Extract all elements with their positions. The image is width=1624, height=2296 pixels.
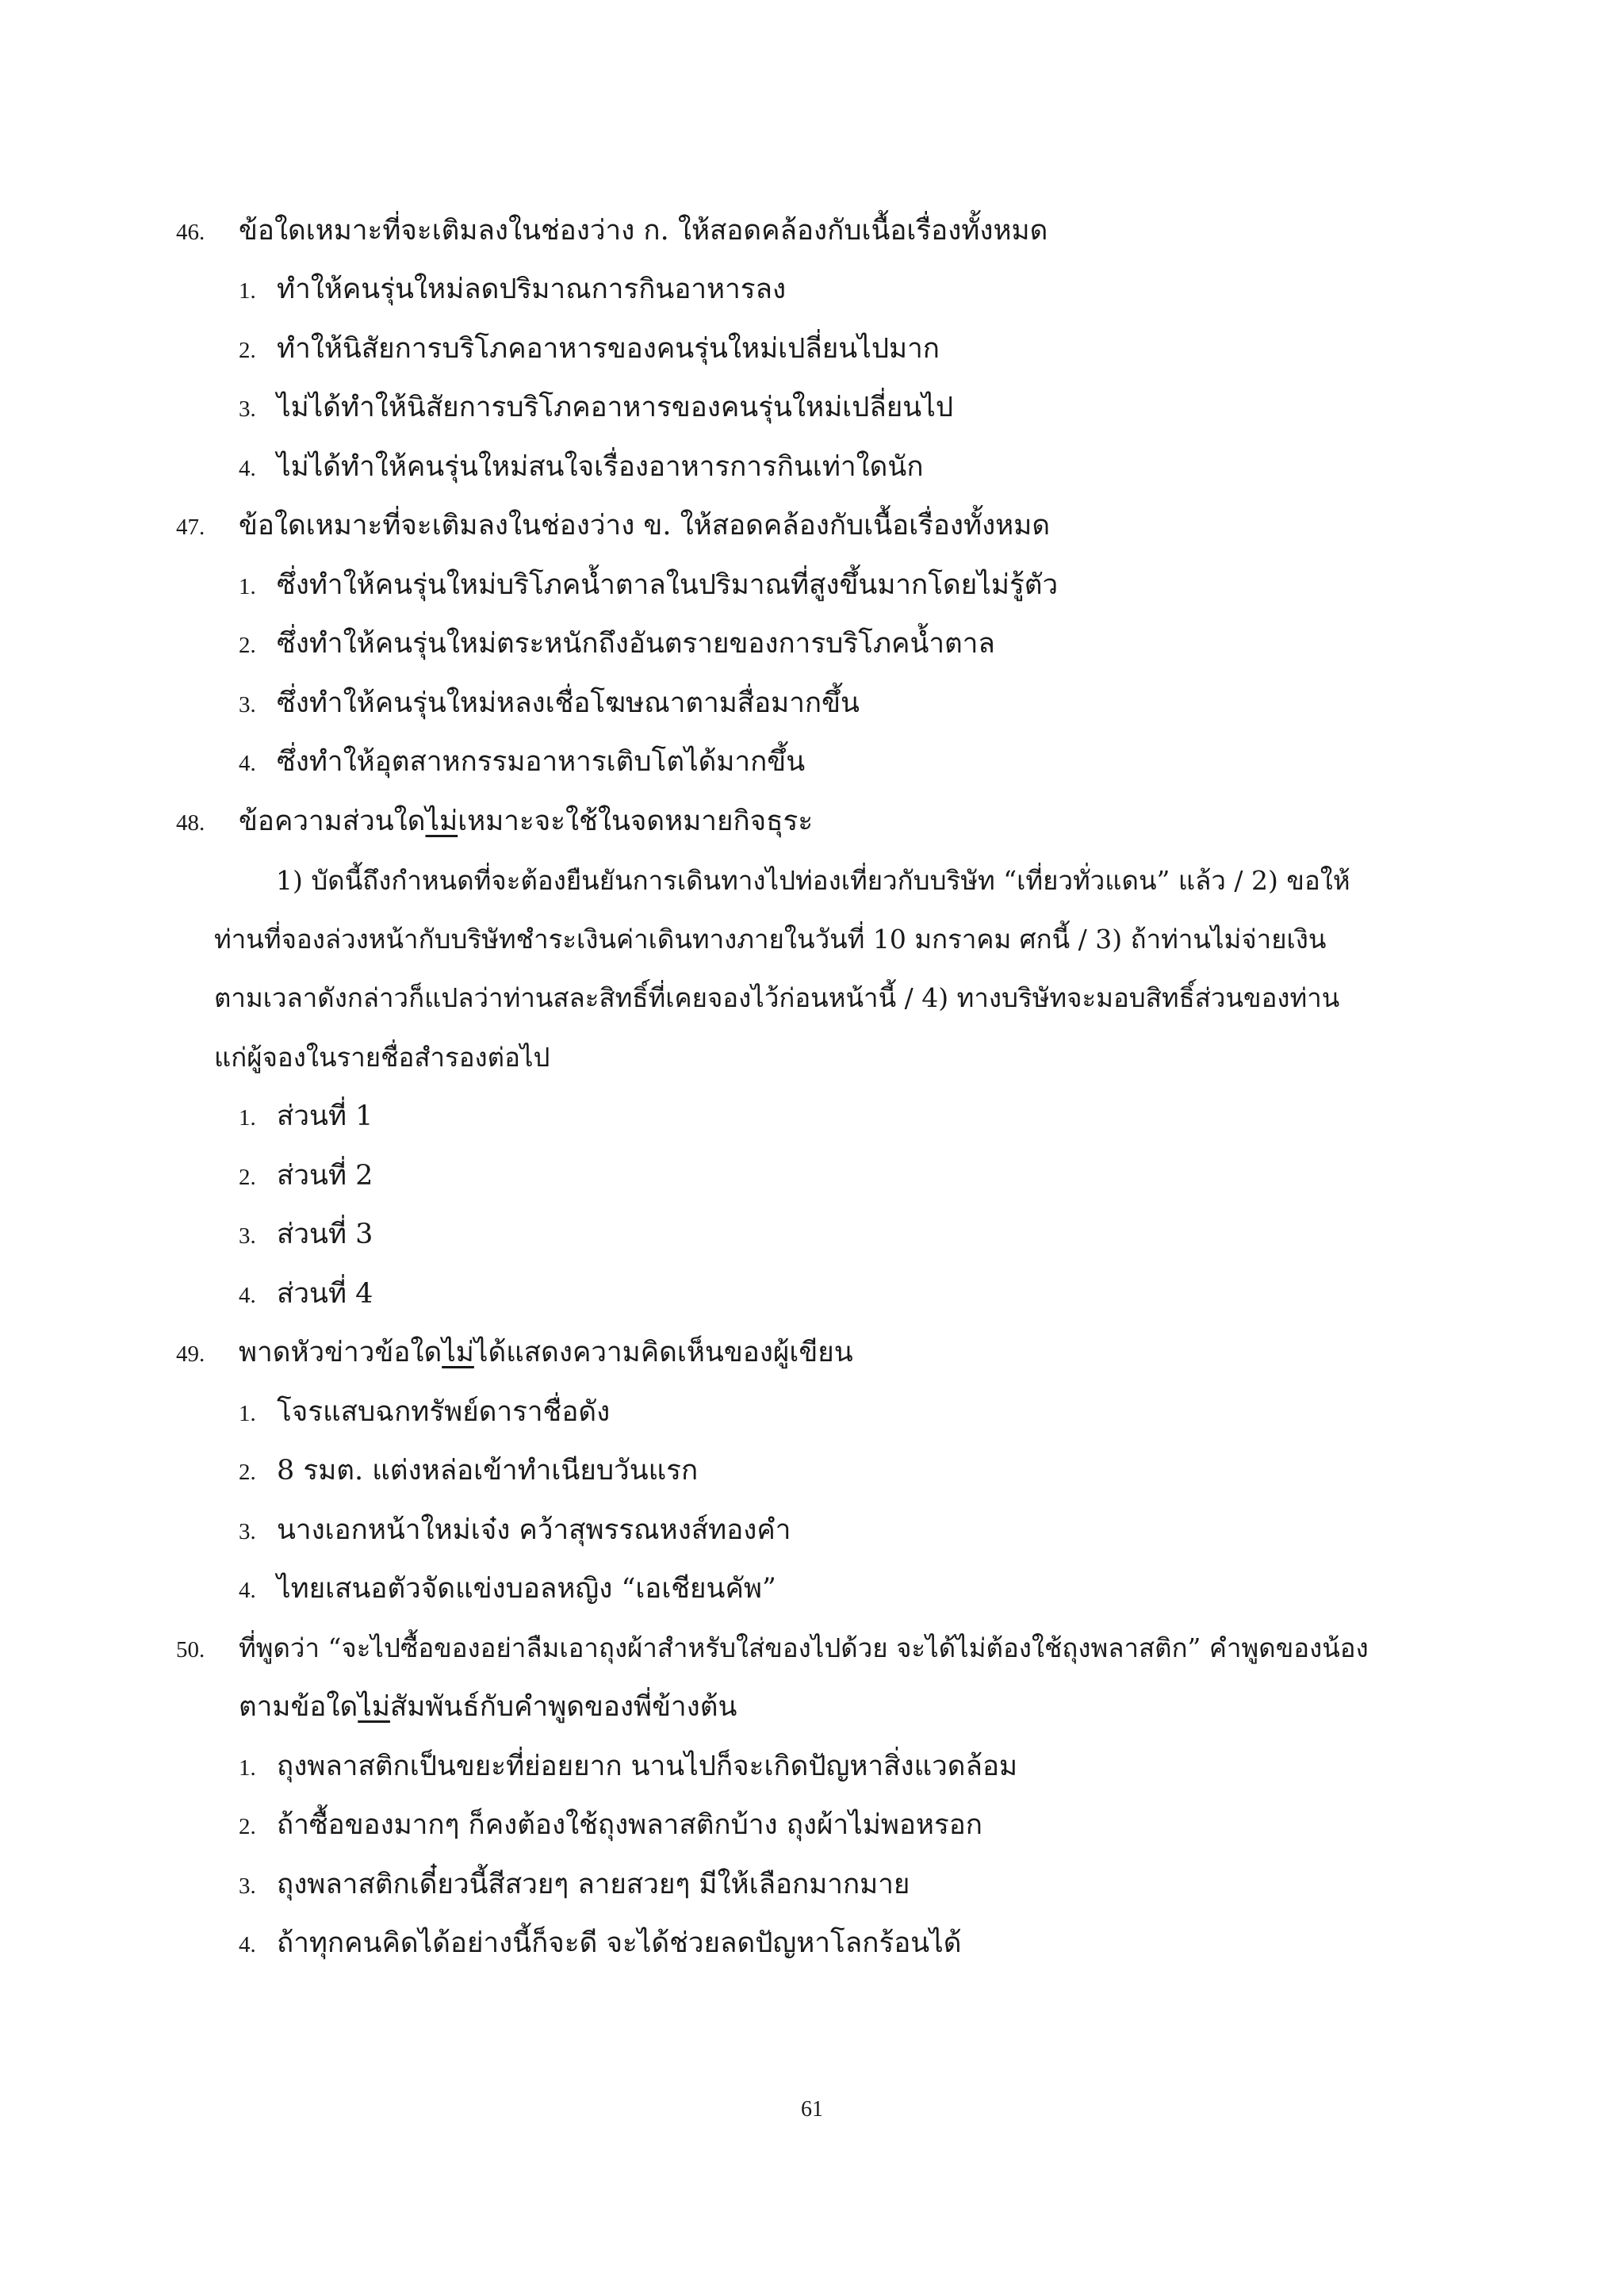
question-text-after: เหมาะจะใช้ในจดหมายกิจธุระ	[458, 806, 814, 837]
choice-49-3	[239, 1501, 791, 1559]
choice-48-2	[239, 1146, 373, 1205]
choice-number: 4.	[239, 751, 256, 776]
choice-49-1	[239, 1383, 610, 1441]
choice-number: 3.	[239, 1519, 256, 1544]
question-text-before: พาดหัวข่าวข้อใด	[239, 1337, 442, 1368]
question-number: 50.	[176, 1637, 205, 1663]
question-text-underlined: ไม่	[358, 1691, 390, 1723]
choice-text: ถ้าซื้อของมากๆ ก็คงต้องใช้ถุงพลาสติกบ้าง ถุงผ้าไม่พอหรอก	[277, 1809, 982, 1841]
question-50	[176, 1619, 1369, 1678]
choice-49-2	[239, 1441, 698, 1500]
choice-text: ซึ่งทำให้คนรุ่นใหม่หลงเชื่อโฆษณาตามสื่อมากขึ้น	[277, 687, 860, 719]
question-text: ข้อใดเหมาะที่จะเติมลงในช่องว่าง ข. ให้สอดคล้องกับเนื้อเรื่องทั้งหมด	[239, 510, 1051, 541]
choice-text: ถ้าทุกคนคิดได้อย่างนี้ก็จะดี จะได้ช่วยลดปัญหาโลกร้อนได้	[277, 1927, 962, 1959]
choice-text: ทำให้คนรุ่นใหม่ลดปริมาณการกินอาหารลง	[277, 274, 787, 305]
choice-50-2	[239, 1796, 982, 1854]
question-text-before: ตามข้อใด	[239, 1691, 358, 1723]
question-text-after: ได้แสดงความคิดเห็นของผู้เขียน	[473, 1337, 853, 1368]
choice-47-2	[239, 614, 995, 673]
passage-line-4: แก่ผู้จองในรายชื่อสำรองต่อไป	[214, 1042, 550, 1073]
choice-46-2	[239, 320, 940, 378]
choice-46-4	[239, 438, 924, 496]
choice-number: 2.	[239, 1165, 256, 1190]
choice-number: 4.	[239, 1932, 256, 1957]
choice-50-4	[239, 1914, 961, 1973]
question-text: ที่พูดว่า “จะไปซื้อของอย่าลืมเอาถุงผ้าสำหรับใส่ของไปด้วย จะได้ไม่ต้องใช้ถุงพลาสติก” คำพูดของน้อง	[239, 1632, 1369, 1663]
choice-text: ส่วนที่ 2	[277, 1160, 373, 1192]
choice-number: 1.	[239, 574, 256, 599]
question-number: 46.	[176, 220, 205, 245]
choice-text: ส่วนที่ 4	[277, 1278, 373, 1310]
choice-text: ซึ่งทำให้คนรุ่นใหม่บริโภคน้ำตาลในปริมาณที่สูงขึ้นมากโดยไม่รู้ตัว	[277, 569, 1059, 601]
choice-text: ส่วนที่ 3	[277, 1219, 373, 1250]
choice-text: 8 รมต. แต่งหล่อเข้าทำเนียบวันแรก	[277, 1455, 699, 1487]
choice-number: 2.	[239, 338, 256, 363]
choice-text: ไทยเสนอตัวจัดแข่งบอลหญิง “เอเชียนคัพ”	[277, 1573, 776, 1605]
choice-text: ทำให้นิสัยการบริโภคอาหารของคนรุ่นใหม่เปลี่ยนไปมาก	[277, 333, 940, 365]
choice-text: ถุงพลาสติกเดี๋ยวนี้สีสวยๆ ลายสวยๆ มีให้เลือกมากมาย	[277, 1869, 910, 1900]
choice-number: 4.	[239, 1283, 256, 1308]
choice-number: 3.	[239, 1223, 256, 1249]
question-46	[176, 201, 1048, 260]
choice-text: ซึ่งทำให้อุตสาหกรรมอาหารเติบโตได้มากขึ้น	[277, 746, 806, 778]
question-text-after: สัมพันธ์กับคำพูดของพี่ข้างต้น	[389, 1691, 737, 1723]
choice-number: 1.	[239, 278, 256, 304]
choice-46-1	[239, 260, 786, 319]
choice-number: 1.	[239, 1105, 256, 1131]
page-number: 61	[801, 2097, 823, 2122]
choice-48-3	[239, 1205, 373, 1264]
passage-line-3: ตามเวลาดังกล่าวก็แปลว่าท่านสละสิทธิ์ที่เคยจองไว้ก่อนหน้านี้ / 4) ทางบริษัทจะมอบสิทธิ์ส่วนของท่าน	[214, 982, 1340, 1013]
passage-line-1: 1) บัดนี้ถึงกำหนดที่จะต้องยืนยันการเดินทางไปท่องเที่ยวกับบริษัท “เที่ยวทั่วแดน” แล้ว / 2) ขอให้	[276, 865, 1350, 896]
choice-text: ไม่ได้ทำให้คนรุ่นใหม่สนใจเรื่องอาหารการกินเท่าใดนัก	[277, 451, 924, 483]
choice-text: โจรแสบฉกทรัพย์ดาราชื่อดัง	[277, 1396, 611, 1428]
choice-text: ไม่ได้ทำให้นิสัยการบริโภคอาหารของคนรุ่นใหม่เปลี่ยนไป	[277, 392, 954, 423]
choice-49-4	[239, 1559, 776, 1618]
question-number: 47.	[176, 515, 205, 540]
choice-47-3	[239, 674, 860, 733]
choice-number: 2.	[239, 1460, 256, 1485]
question-47	[176, 496, 1050, 555]
choice-48-4	[239, 1265, 373, 1323]
choice-number: 2.	[239, 1814, 256, 1839]
choice-46-3	[239, 378, 953, 437]
question-50-continued	[239, 1678, 737, 1736]
choice-number: 2.	[239, 633, 256, 658]
question-number: 48.	[176, 810, 205, 836]
choice-50-1	[239, 1737, 1017, 1796]
choice-number: 1.	[239, 1401, 256, 1426]
question-number: 49.	[176, 1341, 205, 1367]
choice-number: 4.	[239, 1578, 256, 1603]
question-48	[176, 792, 813, 851]
choice-text: ส่วนที่ 1	[277, 1100, 373, 1132]
passage-line-2: ท่านที่จองล่วงหน้ากับบริษัทชำระเงินค่าเดินทางภายในวันที่ 10 มกราคม ศกนี้ / 3) ถ้าท่านไม่จ่ายเงิน	[214, 924, 1327, 955]
choice-number: 1.	[239, 1755, 256, 1781]
question-text: ข้อใดเหมาะที่จะเติมลงในช่องว่าง ก. ให้สอดคล้องกับเนื้อเรื่องทั้งหมด	[239, 215, 1048, 247]
choice-number: 4.	[239, 456, 256, 481]
choice-text: ถุงพลาสติกเป็นขยะที่ย่อยยาก นานไปก็จะเกิดปัญหาสิ่งแวดล้อม	[277, 1751, 1018, 1782]
choice-text: ซึ่งทำให้คนรุ่นใหม่ตระหนักถึงอันตรายของการบริโภคน้ำตาล	[277, 628, 995, 660]
question-text-underlined: ไม่	[442, 1337, 474, 1368]
choice-number: 3.	[239, 396, 256, 422]
choice-number: 3.	[239, 1873, 256, 1899]
choice-48-1	[239, 1087, 373, 1146]
question-text-underlined: ไม่	[425, 806, 458, 837]
question-49	[176, 1323, 853, 1382]
choice-47-4	[239, 733, 805, 791]
choice-number: 3.	[239, 692, 256, 718]
choice-text: นางเอกหน้าใหม่เจ๋ง คว้าสุพรรณหงส์ทองคำ	[277, 1514, 791, 1546]
choice-47-1	[239, 556, 1058, 614]
question-text-before: ข้อความส่วนใด	[239, 806, 426, 837]
choice-50-3	[239, 1855, 910, 1914]
